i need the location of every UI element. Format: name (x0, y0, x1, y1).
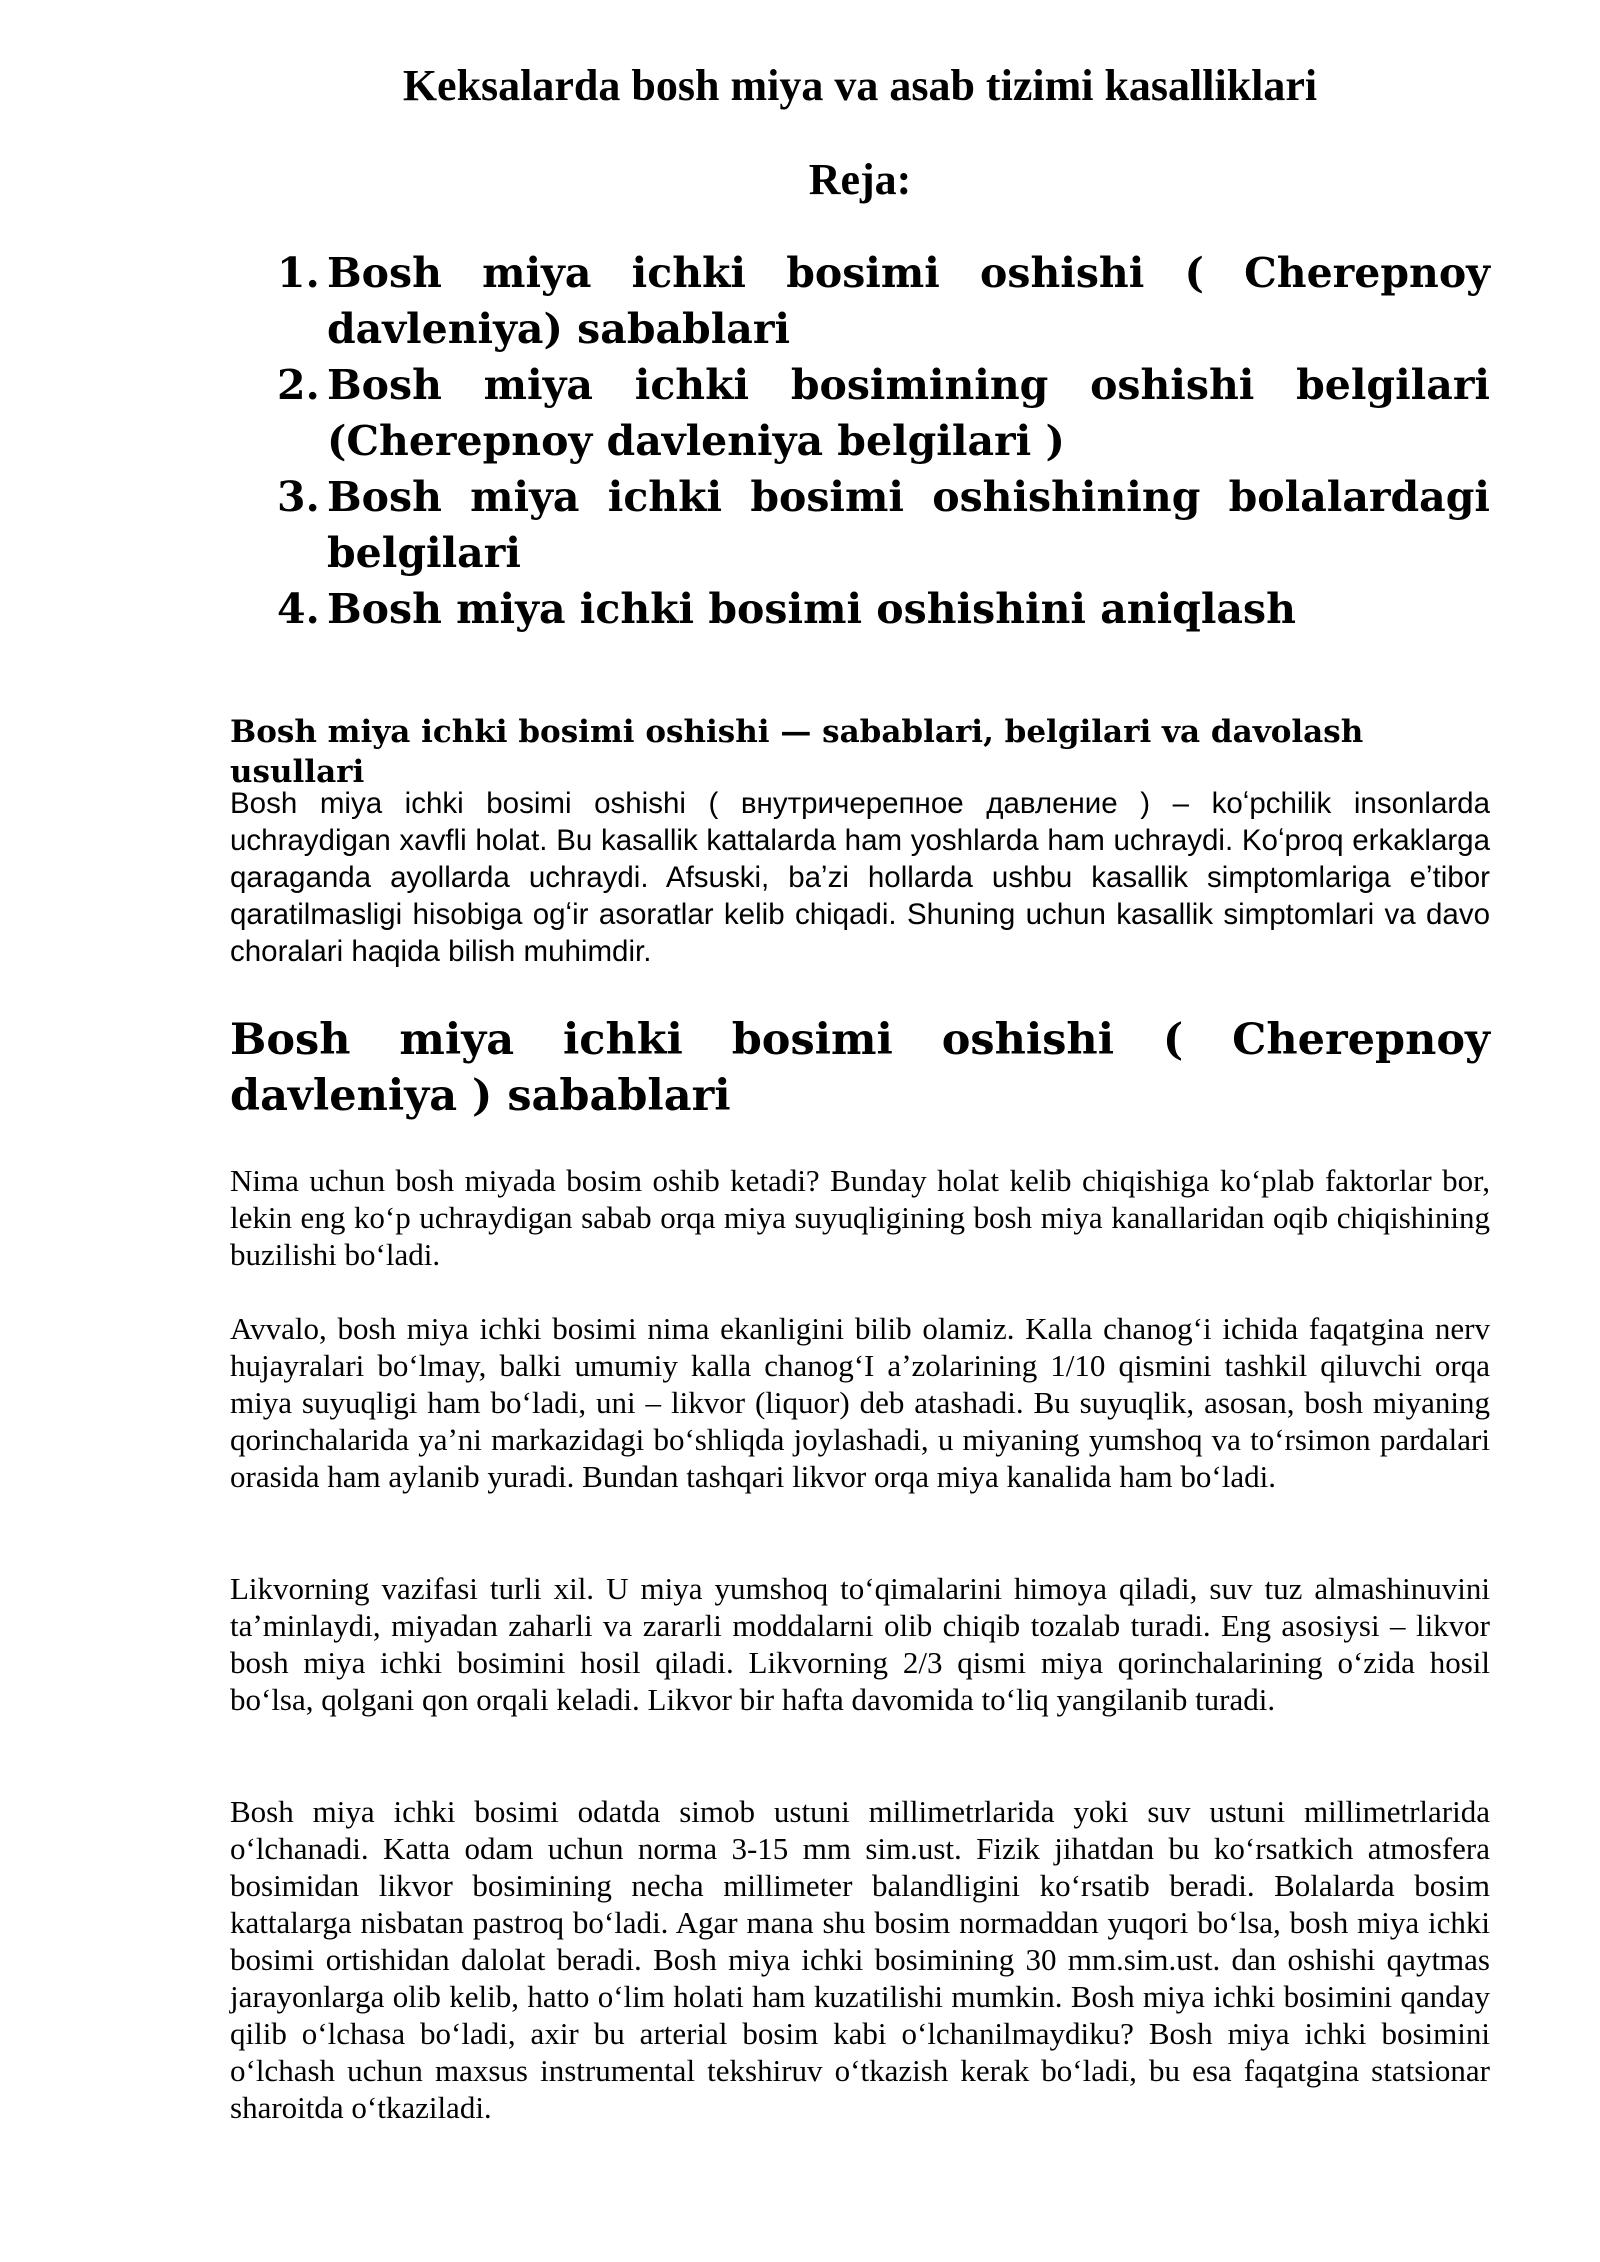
plan-item (277, 357, 1490, 469)
section-title: Bosh miya ichki bosimi oshishi — sabablari, belgilari va davolash usullari (230, 714, 1364, 790)
plan-item-text: Bosh miya ichki bosimi oshishi ( Cherepnoy davleniya) sabablari (327, 249, 1490, 353)
plan-item-number: 3. (277, 473, 320, 521)
plan-heading: Reja: (808, 155, 912, 204)
body-paragraph: Bosh miya ichki bosimi odatda simob ustuni millimetrlarida yoki suv ustuni millimetrlarida oʻlchanadi. Katta odam uchun norma 3-15 mm sim.ust. Fizik jihatdan bu koʻrsatkich atmosfera bosimidan likvor bosimining necha millimeter balandligini koʻrsatib beradi. Bolalarda bosim kattalarga nisbatan pastroq boʻladi. Agar mana shu bosim normaddan yuqori boʻlsa, bosh miya ichki bosimi ortishidan dalolat beradi. Bosh miya ichki bosimining 30 mm.sim.ust. dan oshishi qaytmas jarayonlarga olib kelib, hatto oʻlim holati ham kuzatilishi mumkin. Bosh miya ichki bosimini qanday qilib oʻlchasa boʻladi, axir bu arterial bosim kabi oʻlchanilmaydiku? Bosh miya ichki bosimini oʻlchash uchun maxsus instrumental tekshiruv oʻtkazish kerak boʻladi, bu esa faqatgina statsionar sharoitda oʻtkaziladi. (230, 1794, 1490, 2125)
plan-item-number: 1. (277, 249, 320, 297)
plan-item-text: Bosh miya ichki bosimining oshishi belgilari (Cherepnoy davleniya belgilari ) (327, 361, 1490, 465)
plan-item (277, 581, 1490, 637)
plan-item (277, 245, 1490, 357)
plan-item-text: Bosh miya ichki bosimi oshishining bolalardagi belgilari (327, 473, 1490, 577)
plan-item-number: 2. (277, 361, 320, 409)
intro-paragraph: Bosh miya ichki bosimi oshishi ( внутричерепное давление ) – koʻpchilik insonlarda uchraydigan xavfli holat. Bu kasallik kattalarda ham yoshlarda ham uchraydi. Koʻproq erkaklarga qaraganda ayollarda uchraydi. Afsuski, baʼzi hollarda ushbu kasallik simptomlariga eʼtibor qaratilmasligi hisobiga ogʻir asoratlar kelib chiqadi. Shuning uchun kasallik simptomlari va davo choralari haqida bilish muhimdir. (230, 787, 1490, 968)
plan-item-number: 4. (277, 585, 320, 633)
plan-list (277, 245, 1490, 637)
body-paragraph: Nima uchun bosh miyada bosim oshib ketadi? Bunday holat kelib chiqishiga koʻplab faktorlar bor, lekin eng koʻp uchraydigan sabab orqa miya suyuqligining bosh miya kanallaridan oqib chiqishining buzilishi boʻladi. (230, 1163, 1490, 1272)
plan-item (277, 469, 1490, 581)
document-title: Keksalarda bosh miya va asab tizimi kasalliklari (402, 61, 1318, 110)
body-paragraph: Likvorning vazifasi turli xil. U miya yumshoq toʻqimalarini himoya qiladi, suv tuz almashinuvini taʼminlaydi, miyadan zaharli va zararli moddalarni olib chiqib tozalab turadi. Eng asosiysi – likvor bosh miya ichki bosimini hosil qiladi. Likvorning 2/3 qismi miya qorinchalarining oʻzida hosil boʻlsa, qolgani qon orqali keladi. Likvor bir hafta davomida toʻliq yangilanib turadi. (230, 1571, 1490, 1717)
section-heading: Bosh miya ichki bosimi oshishi ( Cherepnoy davleniya ) sabablari (230, 1015, 1490, 1121)
plan-item-text: Bosh miya ichki bosimi oshishini aniqlash (327, 585, 1296, 633)
body-paragraph: Avvalo, bosh miya ichki bosimi nima ekanligini bilib olamiz. Kalla chanogʻi ichida faqatgina nerv hujayralari boʻlmay, balki umumiy kalla chanogʻI aʼzolarining 1/10 qismini tashkil qiluvchi orqa miya suyuqligi ham boʻladi, uni – likvor (liquor) deb atashadi. Bu suyuqlik, asosan, bosh miyaning qorinchalarida yaʼni markazidagi boʻshliqda joylashadi, u miyaning yumshoq va toʻrsimon pardalari orasida ham aylanib yuradi. Bundan tashqari likvor orqa miya kanalida ham boʻladi. (230, 1311, 1490, 1494)
